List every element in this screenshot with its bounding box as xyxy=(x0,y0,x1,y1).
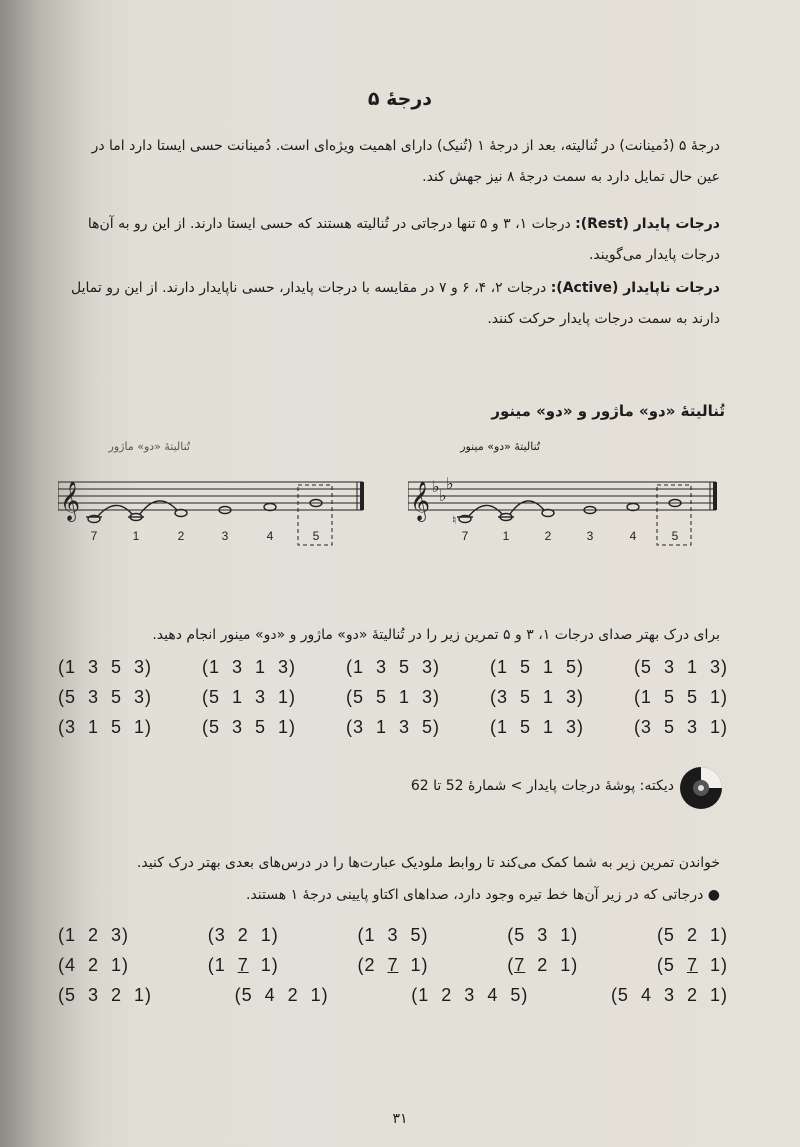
degree-number: 5 xyxy=(312,529,320,543)
exercise-group: (1 5 5 1) xyxy=(633,687,728,707)
exercise2-note xyxy=(70,880,720,911)
exercise-group: (3 1 3 5) xyxy=(345,717,441,737)
intro-paragraph: درجهٔ ۵ (دُمینانت) در تُنالیته، بعد از درجهٔ ۱ (تُنیک) دارای اهمیت ویژه‌ای است. دُمینانت حسی ایستا دارد اما در عین حال تمایل دارد به سمت درجهٔ ۸ نیز جهش کند. xyxy=(91,138,720,185)
exercise-group: (1 3 1 3) xyxy=(201,657,297,677)
exercise1-row xyxy=(58,687,728,708)
low-octave-degree: 7 xyxy=(514,955,526,975)
degree-number: 3 xyxy=(221,529,229,543)
exercise-group: (5 1 3 1) xyxy=(201,687,297,707)
svg-text:♭: ♭ xyxy=(432,477,440,496)
exercise-group: (5 2 1) xyxy=(656,925,728,945)
exercise-group: (5 3 1) xyxy=(507,925,579,945)
exercise-group: (1 2 3 4 5) xyxy=(411,985,529,1005)
natural-sign-icon: ♮ xyxy=(452,513,457,527)
exercise-group: (3 2 1) xyxy=(207,925,279,945)
exercise-group: (1 7 1) xyxy=(207,955,279,975)
exercise-group: (2 7 1) xyxy=(357,955,429,975)
dictation-reference: دیکته: پوشهٔ درجات پایدار > شمارهٔ 52 تا 62 xyxy=(410,778,674,794)
major-staff xyxy=(58,470,370,550)
minor-staff-label: تُنالیتهٔ «دو» مینور xyxy=(460,440,540,453)
degree-number: 7 xyxy=(90,529,98,543)
active-degrees-paragraph xyxy=(70,273,720,335)
stable-degrees-paragraph xyxy=(70,209,720,271)
exercise-group: (1 3 5 3) xyxy=(58,657,153,677)
exercise1-row xyxy=(58,657,728,678)
page-title: درجهٔ ۵ xyxy=(367,88,433,110)
degree-number: 1 xyxy=(132,529,140,543)
svg-text:♭: ♭ xyxy=(439,486,447,505)
exercise2-note-text: درجاتی که در زیر آن‌ها خط تیره وجود دارد، صداهای اکتاو پایینی درجهٔ ۱ هستند. xyxy=(246,887,704,903)
stable-degrees-text: درجات ۱، ۳ و ۵ تنها درجاتی در تُنالیته هستند که حسی ایستا دارند. از این رو به آن‌ها درجات پایدار می‌گویند. xyxy=(87,216,720,263)
exercise-group: (5 4 3 2 1) xyxy=(610,985,728,1005)
exercise2-instruction: خواندن تمرین زیر به شما کمک می‌کند تا روابط ملودیک عبارت‌ها را در درس‌های بعدی بهتر درک کنید. xyxy=(136,855,720,871)
exercise-group: (4 2 1) xyxy=(58,955,130,975)
degree-number: 4 xyxy=(629,529,637,543)
exercise-group: (1 5 1 5) xyxy=(489,657,584,677)
degree-number: 5 xyxy=(671,529,679,543)
section-heading: تُنالیتهٔ «دو» ماژور و «دو» مینور xyxy=(491,402,725,420)
degree-number: 1 xyxy=(502,529,510,543)
page-number: ۳۱ xyxy=(392,1111,408,1127)
low-octave-degree: 7 xyxy=(387,955,399,975)
exercise-group: (1 2 3) xyxy=(58,925,130,945)
low-octave-degree: 7 xyxy=(686,955,698,975)
exercise-group: (3 5 3 1) xyxy=(633,717,728,737)
exercise-group: (5 4 2 1) xyxy=(234,985,329,1005)
exercise-group: (3 1 5 1) xyxy=(58,717,153,737)
low-octave-degree: 7 xyxy=(237,955,249,975)
degree-number: 2 xyxy=(544,529,552,543)
exercise2-row xyxy=(58,955,728,976)
exercise-group: (3 5 1 3) xyxy=(489,687,584,707)
exercise-group: (5 3 5 1) xyxy=(201,717,297,737)
key-signature-flats xyxy=(432,474,454,505)
degree-number: 2 xyxy=(177,529,185,543)
exercise-group: (1 3 5 3) xyxy=(345,657,441,677)
exercise-group: (5 3 2 1) xyxy=(58,985,153,1005)
exercise-group: (5 3 1 3) xyxy=(633,657,728,677)
treble-clef-icon: 𝄞 xyxy=(60,481,81,521)
audio-cd-icon xyxy=(678,765,724,811)
active-degrees-text: درجات ۲، ۴، ۶ و ۷ در مقایسه با درجات پایدار، حسی ناپایدار دارند. از این رو تمایل دارند به سمت درجات پایدار حرکت کنند. xyxy=(71,280,720,327)
major-staff-label: تُنالیتهٔ «دو» ماژور xyxy=(108,440,190,453)
exercise-group: (5 7 1) xyxy=(656,955,728,975)
exercise-group: (5 3 5 3) xyxy=(58,687,153,707)
exercise-group: (5 5 1 3) xyxy=(345,687,441,707)
bullet-icon: ● xyxy=(703,887,720,903)
degree-number: 7 xyxy=(461,529,469,543)
active-degrees-label: درجات ناپایدار (Active): xyxy=(550,280,720,296)
treble-clef-icon: 𝄞 xyxy=(410,481,431,521)
exercise-group: (1 3 5) xyxy=(357,925,429,945)
minor-staff xyxy=(408,470,723,550)
exercise-group: (1 5 1 3) xyxy=(489,717,584,737)
degree-number: 4 xyxy=(266,529,274,543)
exercise2-row xyxy=(58,925,728,946)
degree-number: 3 xyxy=(586,529,594,543)
exercise-group: (7 2 1) xyxy=(507,955,579,975)
exercise1-instruction: برای درک بهتر صدای درجات ۱، ۳ و ۵ تمرین زیر را در تُنالیتهٔ «دو» ماژور و «دو» مینور انجام دهید. xyxy=(152,627,720,643)
svg-text:♭: ♭ xyxy=(446,474,454,493)
stable-degrees-label: درجات پایدار (Rest): xyxy=(575,216,720,232)
exercise1-row xyxy=(58,717,728,738)
exercise2-row xyxy=(58,985,728,1006)
